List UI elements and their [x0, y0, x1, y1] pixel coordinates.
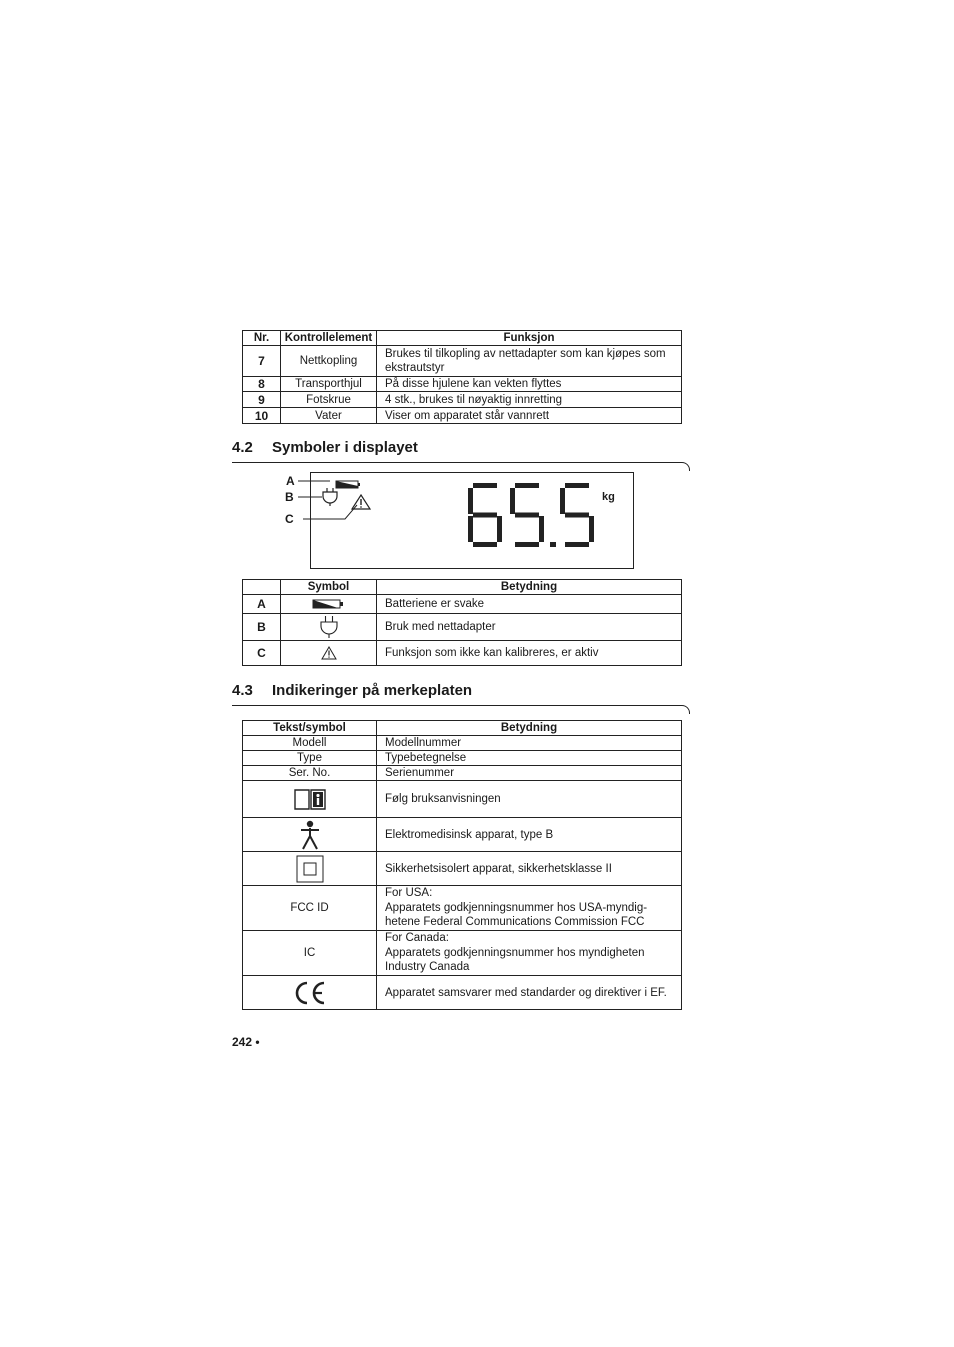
row-symbol: Ser. No. — [243, 766, 377, 781]
header-nr: Nr. — [243, 331, 281, 346]
row-symbol: IC — [243, 931, 377, 976]
table-header-row — [243, 580, 682, 595]
row-element: Transporthjul — [281, 377, 377, 392]
lcd-segment — [468, 488, 473, 514]
ce-mark-icon — [293, 980, 327, 1006]
row-betydning: Elektromedisinsk apparat, type B — [377, 818, 682, 852]
table-row — [243, 595, 682, 614]
row-betydning — [377, 886, 682, 931]
header-symbol: Symbol — [281, 580, 377, 595]
lcd-segment — [565, 542, 589, 547]
table-row — [243, 818, 682, 852]
table-row — [243, 614, 682, 641]
lcd-segment — [560, 488, 565, 514]
header-funksjon: Funksjon — [377, 331, 682, 346]
section-title: Symboler i displayet — [272, 439, 418, 456]
lcd-reading — [466, 481, 596, 553]
marking-table — [242, 720, 682, 1010]
lcd-segment — [589, 516, 594, 542]
row-key: B — [243, 614, 281, 641]
row-element: Nettkopling — [281, 346, 377, 377]
row-key: A — [243, 595, 281, 614]
row-element: Fotskrue — [281, 392, 377, 408]
warning-triangle-icon — [351, 494, 371, 510]
row-symbol — [243, 781, 377, 818]
display-label-c: C — [285, 512, 294, 526]
lcd-unit-kg: kg — [602, 491, 615, 503]
lcd-decimal-point — [550, 542, 556, 547]
table-row — [243, 976, 682, 1010]
row-symbol — [243, 818, 377, 852]
row-funksjon: Viser om apparatet står vannrett — [377, 408, 682, 424]
lcd-segment — [565, 483, 589, 488]
display-label-a: A — [286, 474, 295, 488]
type-b-person-icon — [299, 820, 321, 850]
display-label-b: B — [285, 490, 294, 504]
lcd-display — [310, 472, 634, 569]
row-betydning: Sikkerhetsisolert apparat, sikkerhetsklasse II — [377, 852, 682, 886]
table-header-row — [243, 721, 682, 736]
row-betydning: Bruk med nettadapter — [377, 614, 682, 641]
row-nr: 8 — [243, 377, 281, 392]
row-funksjon: På disse hjulene kan vekten flyttes — [377, 377, 682, 392]
plug-icon — [321, 488, 339, 506]
header-key — [243, 580, 281, 595]
plug-icon — [319, 616, 339, 638]
lcd-segment — [473, 513, 497, 518]
text-line: Apparatets godkjenningsnummer hos myndigheten — [385, 946, 645, 959]
row-symbol: Type — [243, 751, 377, 766]
row-funksjon: Brukes til tilkopling av nettadapter som kan kjøpes som ekstrautstyr — [377, 346, 682, 377]
table-row — [243, 736, 682, 751]
row-betydning: Apparatet samsvarer med standarder og direktiver i EF. — [377, 976, 682, 1010]
text-line: For USA: — [385, 887, 433, 900]
battery-low-icon — [312, 598, 346, 610]
lcd-segment — [515, 542, 539, 547]
text-line: Apparatets godkjenningsnummer hos USA-myndig- — [385, 901, 648, 914]
table-row — [243, 931, 682, 976]
lcd-segment — [473, 542, 497, 547]
lcd-segment — [515, 483, 539, 488]
table-row — [243, 886, 682, 931]
section-heading-4-3 — [232, 682, 472, 699]
text-line: Industry Canada — [385, 961, 470, 974]
row-betydning: Batteriene er svake — [377, 595, 682, 614]
table-row — [243, 766, 682, 781]
header-betydning: Betydning — [377, 580, 682, 595]
lcd-segment — [468, 516, 473, 542]
page-number: 242 • — [232, 1035, 260, 1049]
row-funksjon: 4 stk., brukes til nøyaktig innretting — [377, 392, 682, 408]
row-betydning: Typebetegnelse — [377, 751, 682, 766]
row-symbol — [243, 976, 377, 1010]
warning-triangle-icon — [321, 646, 337, 660]
row-nr: 10 — [243, 408, 281, 424]
section-number: 4.3 — [232, 682, 253, 699]
row-betydning: Serienummer — [377, 766, 682, 781]
row-betydning: Følg bruksanvisningen — [377, 781, 682, 818]
row-symbol: FCC ID — [243, 886, 377, 931]
table-row — [243, 781, 682, 818]
text-line: For Canada: — [385, 932, 449, 945]
lcd-segment — [510, 488, 515, 514]
row-nr: 7 — [243, 346, 281, 377]
row-betydning: Funksjon som ikke kan kalibreres, er aktiv — [377, 641, 682, 666]
header-betydning: Betydning — [377, 721, 682, 736]
section-title: Indikeringer på merkeplaten — [272, 682, 473, 699]
section-number: 4.2 — [232, 439, 253, 456]
row-element: Vater — [281, 408, 377, 424]
table-row — [243, 751, 682, 766]
lcd-segment — [497, 516, 502, 542]
battery-low-icon — [335, 480, 369, 490]
symbols-table — [242, 579, 682, 666]
row-symbol — [281, 614, 377, 641]
text-line: hetene Federal Communications Commission FCC — [385, 916, 645, 929]
lcd-segment — [565, 513, 589, 518]
table-row — [243, 852, 682, 886]
row-symbol: Modell — [243, 736, 377, 751]
row-symbol — [243, 852, 377, 886]
row-symbol — [281, 641, 377, 666]
header-kontrollelement: Kontrollelement — [281, 331, 377, 346]
row-betydning — [377, 931, 682, 976]
lcd-segment — [539, 516, 544, 542]
class-ii-square-icon — [296, 855, 324, 883]
row-betydning: Modellnummer — [377, 736, 682, 751]
table-row — [243, 641, 682, 666]
manual-book-icon — [294, 788, 326, 810]
row-symbol — [281, 595, 377, 614]
header-tekst-symbol: Tekst/symbol — [243, 721, 377, 736]
row-key: C — [243, 641, 281, 666]
lcd-segment — [473, 483, 497, 488]
lcd-segment — [515, 513, 539, 518]
section-rule — [232, 705, 682, 706]
row-nr: 9 — [243, 392, 281, 408]
